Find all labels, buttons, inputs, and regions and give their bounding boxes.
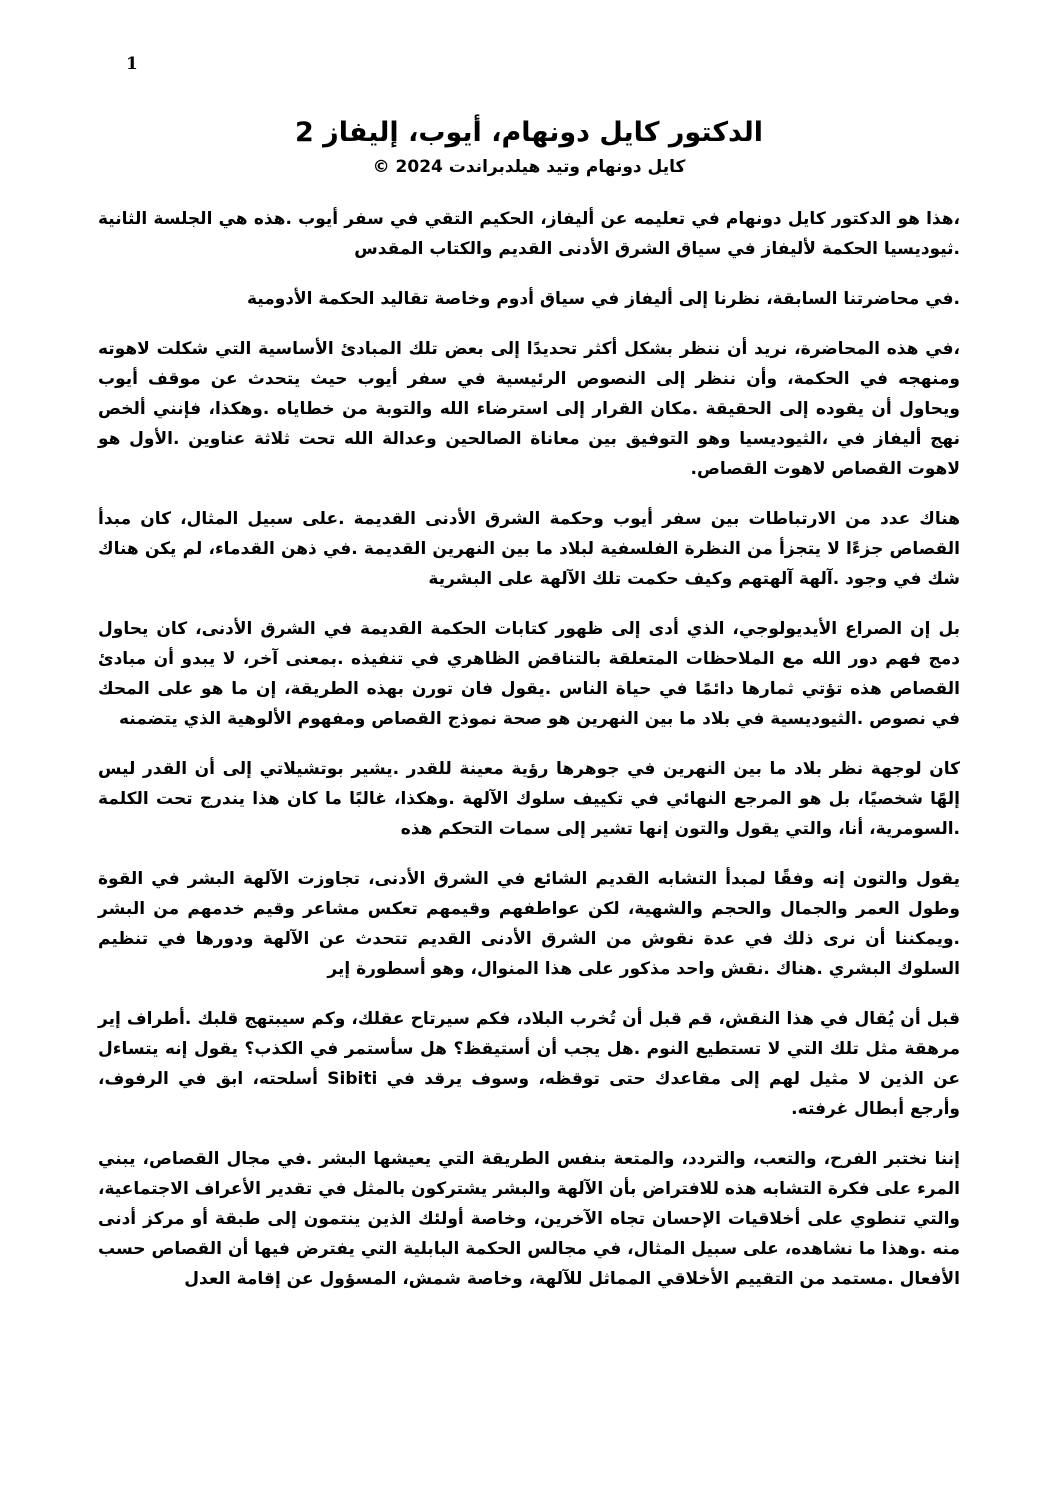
- document-body: [98, 204, 960, 1294]
- paragraph-intro: ،هذا هو الدكتور كايل دونهام في تعليمه عن أليفاز، الحكيم التقي في سفر أيوب .هذه هي الجلسة الثانية .ثيوديسيا الحكمة لأليفاز في سياق الشرق الأدنى القديم والكتاب المقدس: [98, 208, 960, 259]
- paragraph-lecture-overview: ،في هذه المحاضرة، نريد أن ننظر بشكل أكثر تحديدًا إلى بعض تلك المبادئ الأساسية التي شكلت لاهوته ومنهجه في الحكمة، وأن ننظر إلى النصوص الرئيسية في سفر أيوب حيث يتحدث عن موقف أيوب ويحاول أن يقوده إلى الحقيقة .مكان القرار إلى استرضاء الله والتوبة من خطاياه .وهكذا، فإنني ألخص نهج أليفاز في ،الثيوديسيا وهو التوفيق بين معاناة الصالحين وعدالة الله تحت ثلاثة عناوين .الأول هو لاهوت القصاص لاهوت القصاص.: [98, 338, 960, 479]
- document-header: [0, 0, 1058, 177]
- paragraph-retribution-principle: هناك عدد من الارتباطات بين سفر أيوب وحكمة الشرق الأدنى القديمة .على سبيل المثال، كان مبدأ القصاص جزءًا لا يتجزأ من النظرة الفلسفية لبلاد ما بين النهرين القديمة .في ذهن القدماء، لم يكن هناك شك في وجود .آلهة آلهتهم وكيف حكمت تلك الآلهة على البشرية: [98, 508, 960, 589]
- paragraph-previous-lecture: .في محاضرتنا السابقة، نظرنا إلى أليفاز في سياق أدوم وخاصة تقاليد الحكمة الأدومية: [246, 288, 960, 309]
- paragraph-walton-analogy: يقول والتون إنه وفقًا لمبدأ التشابه القديم الشائع في الشرق الأدنى، تجاوزت الآلهة البشر في القوة وطول العمر والجمال والحجم والشهية، لكن عواطفهم وقيمهم تعكس مشاعر وقيم خدمهم من البشر .ويمكننا أن نرى ذلك في عدة نقوش من الشرق الأدنى القديم تتحدث عن الآلهة ودورها في تنظيم السلوك البشري .هناك .نقش واحد مذكور على هذا المنوال، وهو أسطورة إير: [98, 868, 960, 979]
- document-title: الدكتور كايل دونهام، أيوب، إليفاز 2: [294, 117, 764, 148]
- document-byline: كايل دونهام وتيد هيلدبراندت 2024 ©: [372, 156, 686, 177]
- paragraph-mesopotamian-fate: كان لوجهة نظر بلاد ما بين النهرين في جوهرها رؤية معينة للقدر .يشير بوتشيلاتي إلى أن القدر ليس إلهًا شخصيًا، بل هو المرجع النهائي في تكييف سلوك الآلهة .وهكذا، غالبًا ما كان هذا يندرج تحت الكلمة .السومرية، أنا، والتي يقول والتون إنها تشير إلى سمات التحكم هذه: [98, 758, 960, 839]
- paragraph-erra-myth-quote: قبل أن يُقال في هذا النقش، قم قبل أن تُخرب البلاد، فكم سيرتاح عقلك، وكم سيبتهج قلبك .أطراف إير مرهقة مثل تلك التي لا تستطيع النوم .هل يجب أن أستيقظ؟ هل سأستمر في الكذب؟ يقول إنه يتساءل عن الذين لا مثيل لهم إلى مقاعدك حتى توقظه، وسوف يرقد في Sibiti أسلحته، ابق في الرفوف، وأرجع أبطال غرفته.: [98, 1008, 960, 1119]
- paragraph-ideological-struggle: بل إن الصراع الأيديولوجي، الذي أدى إلى ظهور كتابات الحكمة القديمة في الشرق الأدنى، كان يحاول دمج فهم دور الله مع الملاحظات المتعلقة بالتناقض الظاهري في تنفيذه .بمعنى آخر، لا يبدو أن مبادئ القصاص هذه تؤتي ثمارها دائمًا في حياة الناس .يقول فان تورن بهذه الطريقة، إن ما هو على المحك في نصوص .الثيوديسية في بلاد ما بين النهرين هو صحة نموذج القصاص ومفهوم الألوهية الذي يتضمنه: [98, 618, 960, 729]
- paragraph-shared-experience: إننا نختبر الفرح، والتعب، والتردد، والمتعة بنفس الطريقة التي يعيشها البشر .في مجال القصاص، يبني المرء على فكرة التشابه هذه للافتراض بأن الآلهة والبشر يشتركون بالمثل في تقدير الأعراف الاجتماعية، والتي تنطوي على أخلاقيات الإحسان تجاه الآخرين، وخاصة أولئك الذين ينتمون إلى طبقة أو مركز أدنى منه .وهذا ما نشاهده، على سبيل المثال، في مجالس الحكمة البابلية التي يفترض فيها أن القصاص حسب الأفعال .مستمد من التقييم الأخلاقي المماثل للآلهة، وخاصة شمش، المسؤول عن إقامة العدل: [98, 1148, 960, 1289]
- page-number: 1: [126, 54, 138, 74]
